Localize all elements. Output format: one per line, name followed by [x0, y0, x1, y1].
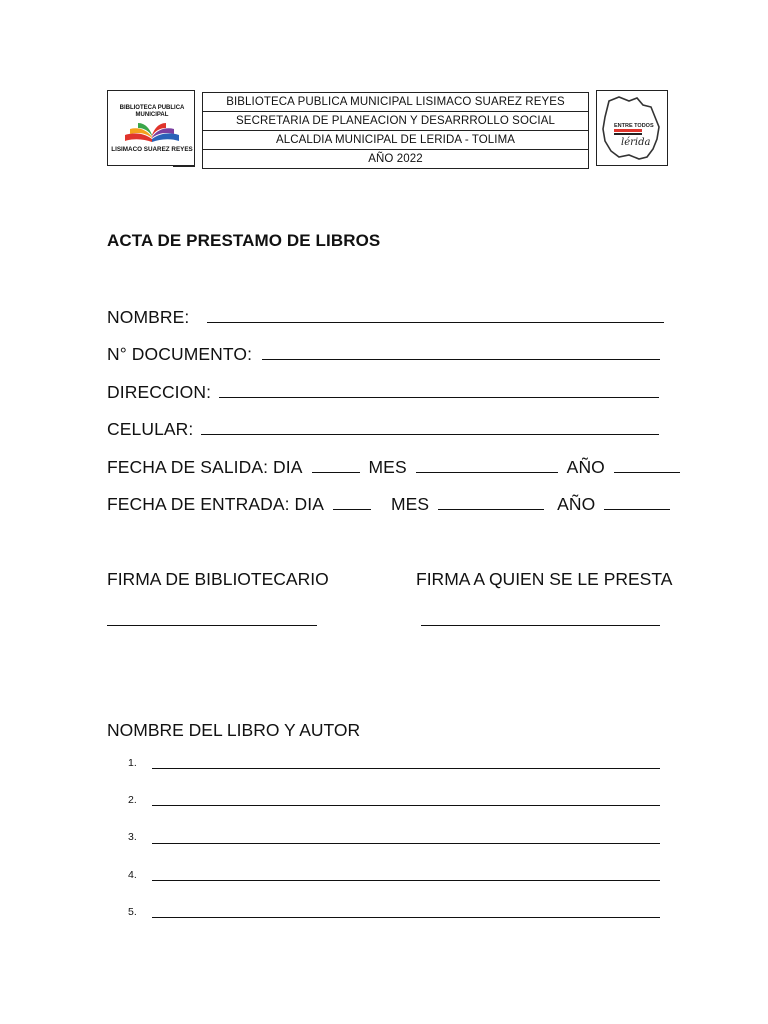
borrower-signature-line[interactable]: [421, 625, 660, 626]
salida-mes-blank[interactable]: [416, 458, 558, 473]
documento-blank[interactable]: [262, 345, 660, 360]
library-logo: [107, 90, 195, 166]
salida-mes-label: MES: [368, 457, 407, 477]
salida-dia-blank[interactable]: [312, 458, 360, 473]
direccion-row: [107, 382, 659, 403]
entrada-dia-blank[interactable]: [333, 495, 371, 510]
header-row-library: BIBLIOTECA PUBLICA MUNICIPAL LISIMACO SUAREZ REYES: [203, 93, 589, 112]
entrada-mes-label: MES: [390, 494, 430, 514]
books-heading: NOMBRE DEL LIBRO Y AUTOR: [107, 720, 361, 740]
book-line-4[interactable]: [152, 880, 660, 881]
entrada-mes-blank[interactable]: [438, 495, 544, 510]
lerida-logo: [596, 90, 668, 166]
salida-row: [107, 457, 680, 478]
entrada-label: FECHA DE ENTRADA: DIA: [107, 494, 324, 514]
nombre-label: NOMBRE:: [107, 307, 190, 327]
book-number-5: 5.: [128, 906, 137, 918]
salida-anio-blank[interactable]: [614, 458, 680, 473]
lerida-logo-line1: ENTRE TODOS: [614, 123, 654, 129]
header-row-year: AÑO 2022: [203, 150, 589, 169]
lerida-logo-line2: lérida: [621, 137, 651, 148]
book-line-1[interactable]: [152, 768, 660, 769]
book-line-2[interactable]: [152, 805, 660, 806]
librarian-signature-label: FIRMA DE BIBLIOTECARIO: [107, 569, 329, 589]
book-number-4: 4.: [128, 869, 137, 881]
celular-label: CELULAR:: [107, 419, 194, 439]
documento-row: [107, 344, 660, 365]
book-number-3: 3.: [128, 831, 137, 843]
celular-blank[interactable]: [201, 420, 659, 435]
salida-anio-label: AÑO: [566, 457, 605, 477]
header-divider: [173, 166, 195, 167]
entrada-anio-blank[interactable]: [604, 495, 670, 510]
header-row-secretaria: SECRETARIA DE PLANEACION Y DESARRROLLO SOCIAL: [203, 112, 589, 131]
header-row-alcaldia: ALCALDIA MUNICIPAL DE LERIDA - TOLIMA: [203, 131, 589, 150]
lerida-map-icon: [599, 93, 665, 163]
header-info-table: [202, 92, 589, 169]
book-line-3[interactable]: [152, 843, 660, 844]
celular-row: [107, 419, 659, 440]
librarian-signature-line[interactable]: [107, 625, 317, 626]
form-title: ACTA DE PRESTAMO DE LIBROS: [107, 231, 381, 250]
direccion-label: DIRECCION:: [107, 382, 212, 402]
documento-label: N° DOCUMENTO:: [107, 344, 253, 364]
library-logo-line1: BIBLIOTECA PUBLICA: [119, 105, 185, 111]
open-book-icon: [122, 121, 182, 143]
borrower-signature-label: FIRMA A QUIEN SE LE PRESTA: [416, 569, 673, 589]
nombre-blank[interactable]: [207, 308, 664, 323]
document-header: [107, 90, 668, 168]
book-number-2: 2.: [128, 794, 137, 806]
salida-label: FECHA DE SALIDA: DIA: [107, 457, 302, 477]
library-logo-line2: MUNICIPAL: [135, 112, 169, 118]
nombre-row: [107, 307, 664, 328]
entrada-row: [107, 494, 670, 515]
library-logo-line3: LISIMACO SUAREZ REYES: [111, 146, 193, 153]
book-line-5[interactable]: [152, 917, 660, 918]
book-number-1: 1.: [128, 757, 137, 769]
direccion-blank[interactable]: [219, 383, 659, 398]
entrada-anio-label: AÑO: [557, 494, 596, 514]
